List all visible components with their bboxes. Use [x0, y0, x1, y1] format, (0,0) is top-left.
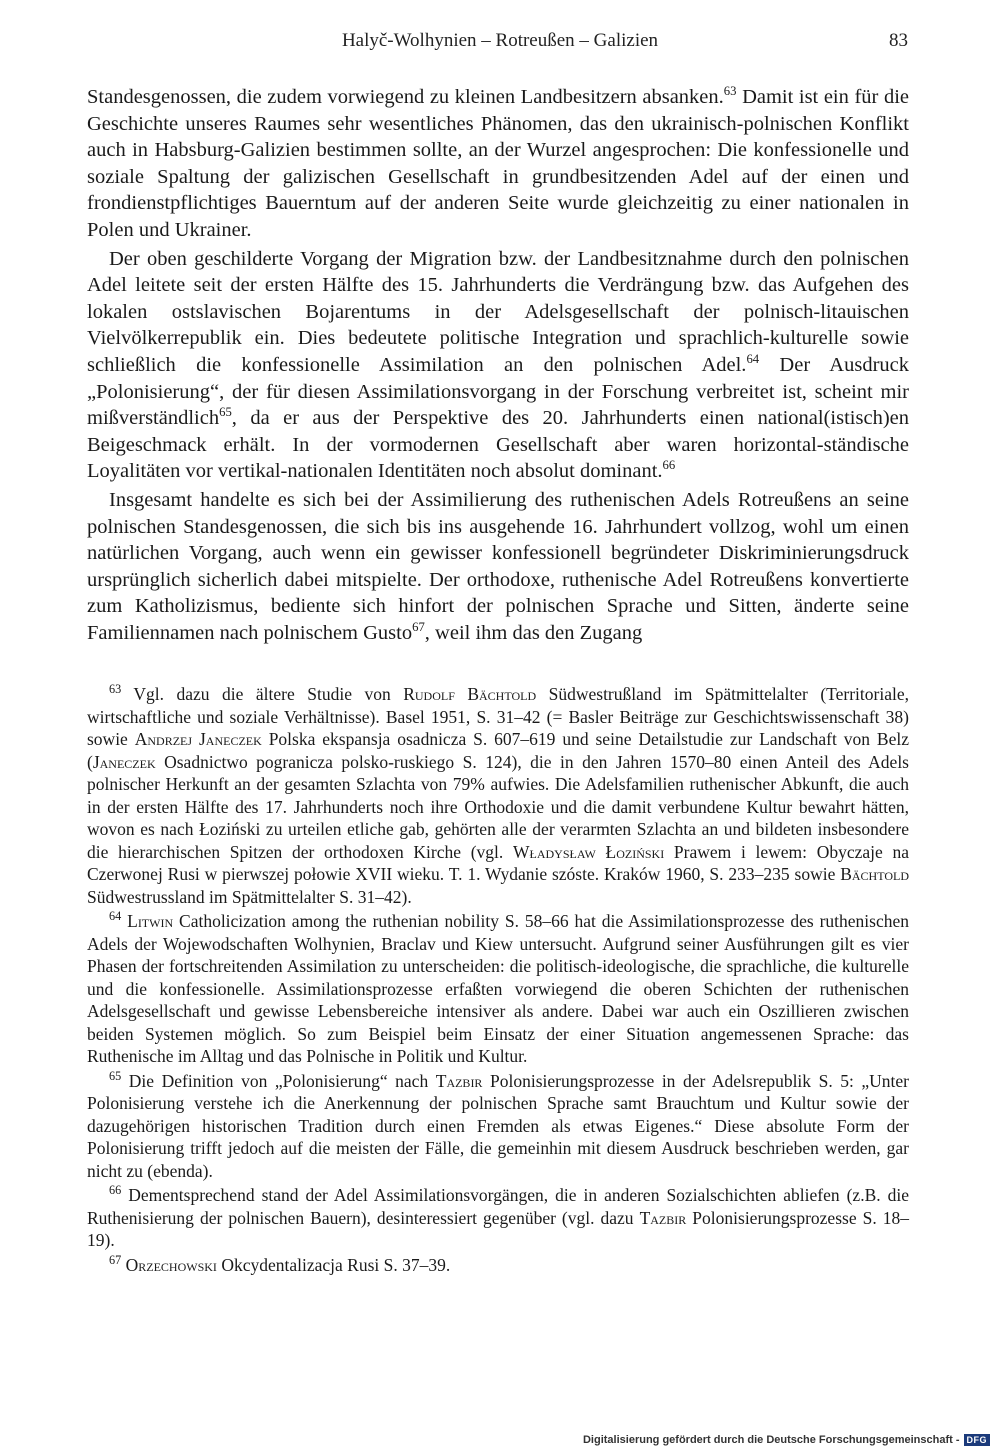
text-run: Standesgenossen, die zudem vorwiegend zu kleinen Landbesitzern absanken.	[87, 86, 724, 108]
text-run: , weil ihm das den Zugang	[424, 621, 643, 644]
footnote-number: 65	[109, 1068, 122, 1083]
author-name: Janeczek	[92, 751, 156, 772]
text-run: Okcydentalizacja Rusi S. 37–39.	[216, 1254, 451, 1275]
footnote-number: 66	[109, 1183, 122, 1198]
paragraph-1	[87, 84, 909, 244]
footnote-ref-66: 66	[662, 458, 676, 473]
author-name: Bächtold	[840, 864, 909, 884]
footnote-number: 67	[109, 1252, 122, 1267]
text-run: Polska ekspansja osadnicza S. 607–619 und seine Detailstudie zur Landschaft von Belz (	[87, 729, 910, 772]
footnote-ref-64: 64	[746, 352, 760, 367]
text-run: Dementsprechend stand der Adel Assimilationsvorgängen, die in anderen Sozialschichten abliefen (z.B. die Ruthenisierung der polnischen Bauern), desinteressiert gegenüber (vgl. dazu	[87, 1185, 909, 1228]
author-name: Orzechowski	[125, 1254, 217, 1275]
author-name: Tazbir	[639, 1207, 687, 1228]
footnote-ref-65: 65	[219, 405, 232, 420]
text-run: Vgl. dazu die ältere Studie von	[121, 684, 404, 704]
footnote-number: 64	[109, 909, 122, 924]
footnote-66	[87, 1184, 909, 1252]
text-run: Südwestrußland im Spätmittelalter (Territoriale, wirtschaftliche und soziale Verhältnisse). Basel 1951, S. 31–42 (= Basler Beiträge zur Geschichtswissenschaft 38) sowie	[87, 684, 909, 749]
footnote-63	[87, 683, 909, 908]
text-run: Der Ausdruck „Polonisierung“, der für diesen Assimilationsvorgang in der Forschung verbreitet ist, scheint mir mißverständlich	[87, 353, 909, 430]
text-run: Insgesamt handelte es sich bei der Assimilierung des ruthenischen Adels Rotreußens an seine polnischen Standesgenossen, die sich bis ins ausgehende 16. Jahrhundert vollzog, wohl um einen natürlichen Vorgang, auch wenn ein gewisser konfessionell begründeter Diskriminierungsdruck ursprünglich sicherlich dabei mitspielte. Der orthodoxe, ruthenische Adel Rotreußens konvertierte zum Katholizismus, bediente sich hinfort der polnischen Sprache und Sitten, änderte seine Familiennamen nach polnischem Gusto	[87, 488, 909, 644]
footnote-ref-63: 63	[723, 84, 737, 99]
text-run: Polonisierungsprozesse in der Adelsrepublik S. 5: „Unter Polonisierung verstehe ich die Anerkennung der polnischen Sprache samt Brauchtum und Kultur sowie der dazugehörigen historischen Tradition durch einen Fremden als etwas Eigenes.“ Diese absolute Form der Polonisierung trifft jedoch auf die meisten der Fälle, die gemeinhin mit diesem Ausdruck beschrieben werden, gar nicht zu (ebenda).	[87, 1070, 909, 1181]
page-number: 83	[889, 30, 908, 51]
page-header	[0, 30, 1000, 60]
text-run: Der oben geschilderte Vorgang der Migration bzw. der Landbesitznahme durch den polnischen Adel leitete seit der ersten Hälfte des 15. Jahrhunderts die Verdrängung bzw. das Aufgehen des lokalen ostslavischen Bojarentums in der Adelsgesellschaft der polnisch-litauischen Vielvölkerrepublik ein. Dies bedeutete politische Integration und sprachlich-kulturelle sowie schließlich die konfessionelle Assimilation an den polnischen Adel.	[87, 247, 909, 376]
author-name: Litwin	[127, 911, 174, 931]
footnote-65	[87, 1070, 909, 1183]
footnote-67	[87, 1254, 909, 1277]
main-text	[87, 84, 909, 646]
text-run: Osadnictwo pogranicza polsko-ruskiego S. 124), die in den Jahren 1570–80 einen Anteil des Adels polnischer Herkunft an der gesamten Szlachta von 79% aufwies. Die Adelsfamilien ruthenischer Abkunft, die auch in der ersten Hälfte des 17. Jahrhunderts noch ihre Orthodoxie und die damit verbundene Kultur bewahrt hätten, wovon es nach Łoziński zu urteilen etliche gab, gehörten alle der verarmten Szlachta an und bildeten insbesondere die hierarchischen Spitzen der orthodoxen Kirche (vgl.	[87, 751, 909, 862]
text-run: Prawem i lewem: Obyczaje na Czerwonej Rusi w pierwszej połowie XVII wieku. T. 1. Wydanie szóste. Kraków 1960, S. 233–235 sowie	[87, 841, 909, 884]
digitization-credit	[583, 1434, 990, 1446]
text-run: Südwestrussland im Spätmittelalter S. 31–42).	[87, 886, 412, 907]
credit-text: Digitalisierung gefördert durch die Deutsche Forschungsgemeinschaft -	[582, 1434, 960, 1446]
paragraph-2	[87, 246, 909, 485]
text-run: Polonisierungsprozesse S. 18–19).	[87, 1207, 909, 1250]
text-run: Catholicization among the ruthenian nobility S. 58–66 hat die Assimilationsprozesse des ruthenischen Adels der Wojewodschaften Wolhynien, Braclav und Kiew untersucht. Aufgrund seiner Ausführungen gilt es vier Phasen der fortschreitenden Assimilation zu unterscheiden: die politisch-ideologische, die sprachliche, die kulturelle und die konfessionelle. Assimilationsprozesse erfaßten vorwiegend die oberen Schichten der ruthenischen Adelsgesellschaft und gewisse Lebensbereiche intensiver als andere. Dabei war auch ein Oszillieren zwischen beiden Systemen möglich. So zum Beispiel beim Einsatz der einer Situation angemessenen Sprache: das Ruthenische im Alltag und das Polnische in Politik und Kultur.	[87, 911, 909, 1066]
footnote-ref-67: 67	[412, 620, 425, 635]
text-run: Die Definition von „Polonisierung“ nach	[121, 1070, 436, 1091]
text-run: Damit ist ein für die Geschichte unseres Raumes sehr wesentliches Phänomen, das den ukrainisch-polnischen Konflikt auch in Habsburg-Galizien bestimmen sollte, an der Wurzel angesprochen: Die konfessionelle und soziale Spaltung der galizischen Gesellschaft in grundbesitzenden Adel auf der einen und frondienstpflichtiges Bauerntum auf der anderen Seite wurde gleichzeitig zu einer nationalen in Polen und Ukrainer.	[87, 86, 909, 241]
paragraph-3	[87, 487, 909, 647]
dfg-logo-icon: DFG	[964, 1434, 991, 1446]
author-name: Andrzej Janeczek	[134, 729, 262, 749]
text-run: , da er aus der Perspektive des 20. Jahrhunderts einen national(istisch)en Beigeschmack erhält. In der vormodernen Gesellschaft aber waren horizontal-ständische Loyalitäten vor vertikal-nationalen Identitäten noch absolut dominant.	[87, 407, 909, 483]
footnote-number: 63	[109, 682, 122, 697]
footnote-64	[87, 910, 909, 1068]
author-name: Tazbir	[435, 1070, 483, 1091]
footnotes	[87, 683, 909, 1278]
author-name: Władysław Łoziński	[512, 841, 665, 862]
running-title: Halyč-Wolhynien – Rotreußen – Galizien	[341, 30, 659, 51]
author-name: Rudolf Bächtold	[403, 684, 537, 704]
